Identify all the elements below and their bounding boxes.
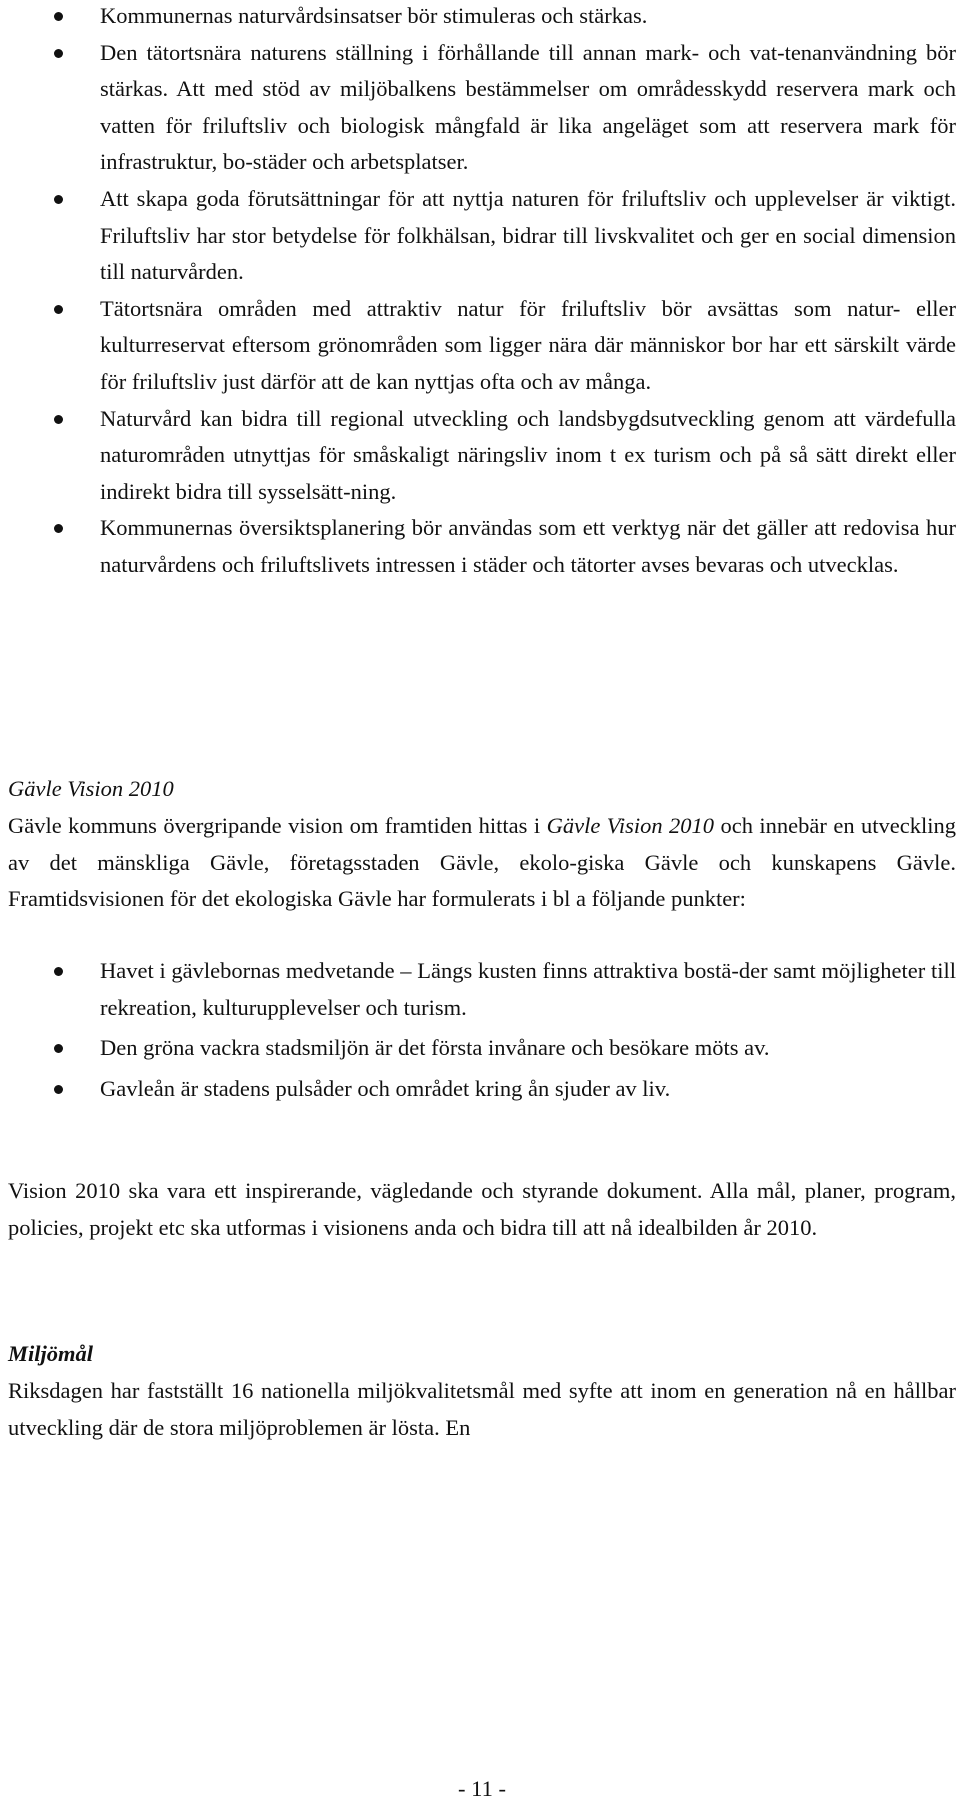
list-item-text: Kommunernas översiktsplanering bör användas som ett verktyg när det gäller att redovisa hur naturvårdens och friluftslivets intressen i städer och tätorter avses bevaras och utvecklas. — [100, 515, 956, 577]
vision-closing-paragraph: Vision 2010 ska vara ett inspirerande, vägledande och styrande dokument. Alla mål, planer, program, policies, projekt etc ska utformas i visionens anda och bidra till att nå idealbilden år 2010. — [8, 1178, 956, 1240]
vision-intro-text: Gävle kommuns övergripande vision om framtiden hittas i — [8, 813, 547, 838]
list-item — [8, 953, 956, 1026]
list-item-text: Den tätortsnära naturens ställning i förhållande till annan mark- och vat-tenanvändning bör stärkas. Att med stöd av miljöbalkens bestämmelser om områdesskydd reservera mark och vatten för friluftsliv och biologisk mångfald är lika angeläget som att reservera mark för infrastruktur, bo-städer och arbetsplatser. — [100, 39, 956, 175]
section-heading-gavle-vision: Gävle Vision 2010 — [8, 776, 174, 801]
section-heading-miljomal: Miljömål — [8, 1341, 94, 1366]
list-item-text: Naturvård kan bidra till regional utveckling och landsbygdsutveckling genom att värdefulla naturområden utnyttjas för småskaligt näringsliv inom t ex turism och på så sätt direkt eller indirekt bidra till sysselsätt-ning. — [100, 405, 956, 504]
bullet-icon — [54, 305, 63, 314]
bullet-icon — [54, 49, 63, 58]
list-item — [8, 291, 956, 401]
list-item-text: Kommunernas naturvårdsinsatser bör stimuleras och stärkas. — [100, 3, 648, 28]
bullet-icon — [54, 524, 63, 533]
list-item-text: Att skapa goda förutsättningar för att nyttja naturen för friluftsliv och upplevelser är viktigt. Friluftsliv har stor betydelse för folkhälsan, bidrar till livskvalitet och ger en social dimension till naturvården. — [100, 185, 956, 285]
list-item — [8, 35, 956, 181]
vision-bullet-list — [8, 953, 956, 1107]
bullet-icon — [54, 415, 63, 424]
list-item-text: Havet i gävlebornas medvetande – Längs kusten finns attraktiva bostä-der samt möjligheter till rekreation, kulturupplevelser och turism. — [100, 958, 956, 1020]
list-item — [8, 1030, 956, 1067]
bullet-icon — [54, 967, 63, 976]
list-item — [8, 0, 956, 35]
vision-title-italic: Gävle Vision 2010 — [546, 813, 715, 838]
list-item — [8, 181, 956, 291]
vision-intro-text-continued: och innebär en utveckling av det mänskliga Gävle, företagsstaden Gävle, ekolo-giska Gävle och kunskapens Gävle. Framtidsvisionen för det ekologiska Gävle har formulerats i bl a följande punkter: — [8, 813, 956, 912]
list-item-text: Tätortsnära områden med attraktiv natur för friluftsliv bör avsättas som natur- eller kulturreservat eftersom grönområden som ligger nära där människor bor har ett särskilt värde för friluftsliv just därför att de kan nyttjas ofta och av många. — [100, 295, 956, 394]
vision-intro-paragraph — [8, 808, 956, 918]
list-item-text: Den gröna vackra stadsmiljön är det första invånare och besökare möts av. — [100, 1035, 770, 1061]
page-number: - 11 - — [458, 1776, 506, 1801]
list-item-text: Gavleån är stadens pulsåder och området kring ån sjuder av liv. — [100, 1075, 671, 1101]
bullet-icon — [54, 12, 63, 21]
miljomal-paragraph: Riksdagen har fastställt 16 nationella miljökvalitetsmål med syfte att inom en generation nå en hållbar utveckling där de stora miljöproblemen är lösta. En — [8, 1378, 956, 1440]
list-item — [8, 401, 956, 511]
naturvard-bullet-list — [8, 0, 956, 584]
list-item — [8, 510, 956, 583]
bullet-icon — [54, 1044, 63, 1053]
bullet-icon — [54, 195, 63, 204]
bullet-icon — [54, 1085, 63, 1094]
list-item — [8, 1071, 956, 1108]
